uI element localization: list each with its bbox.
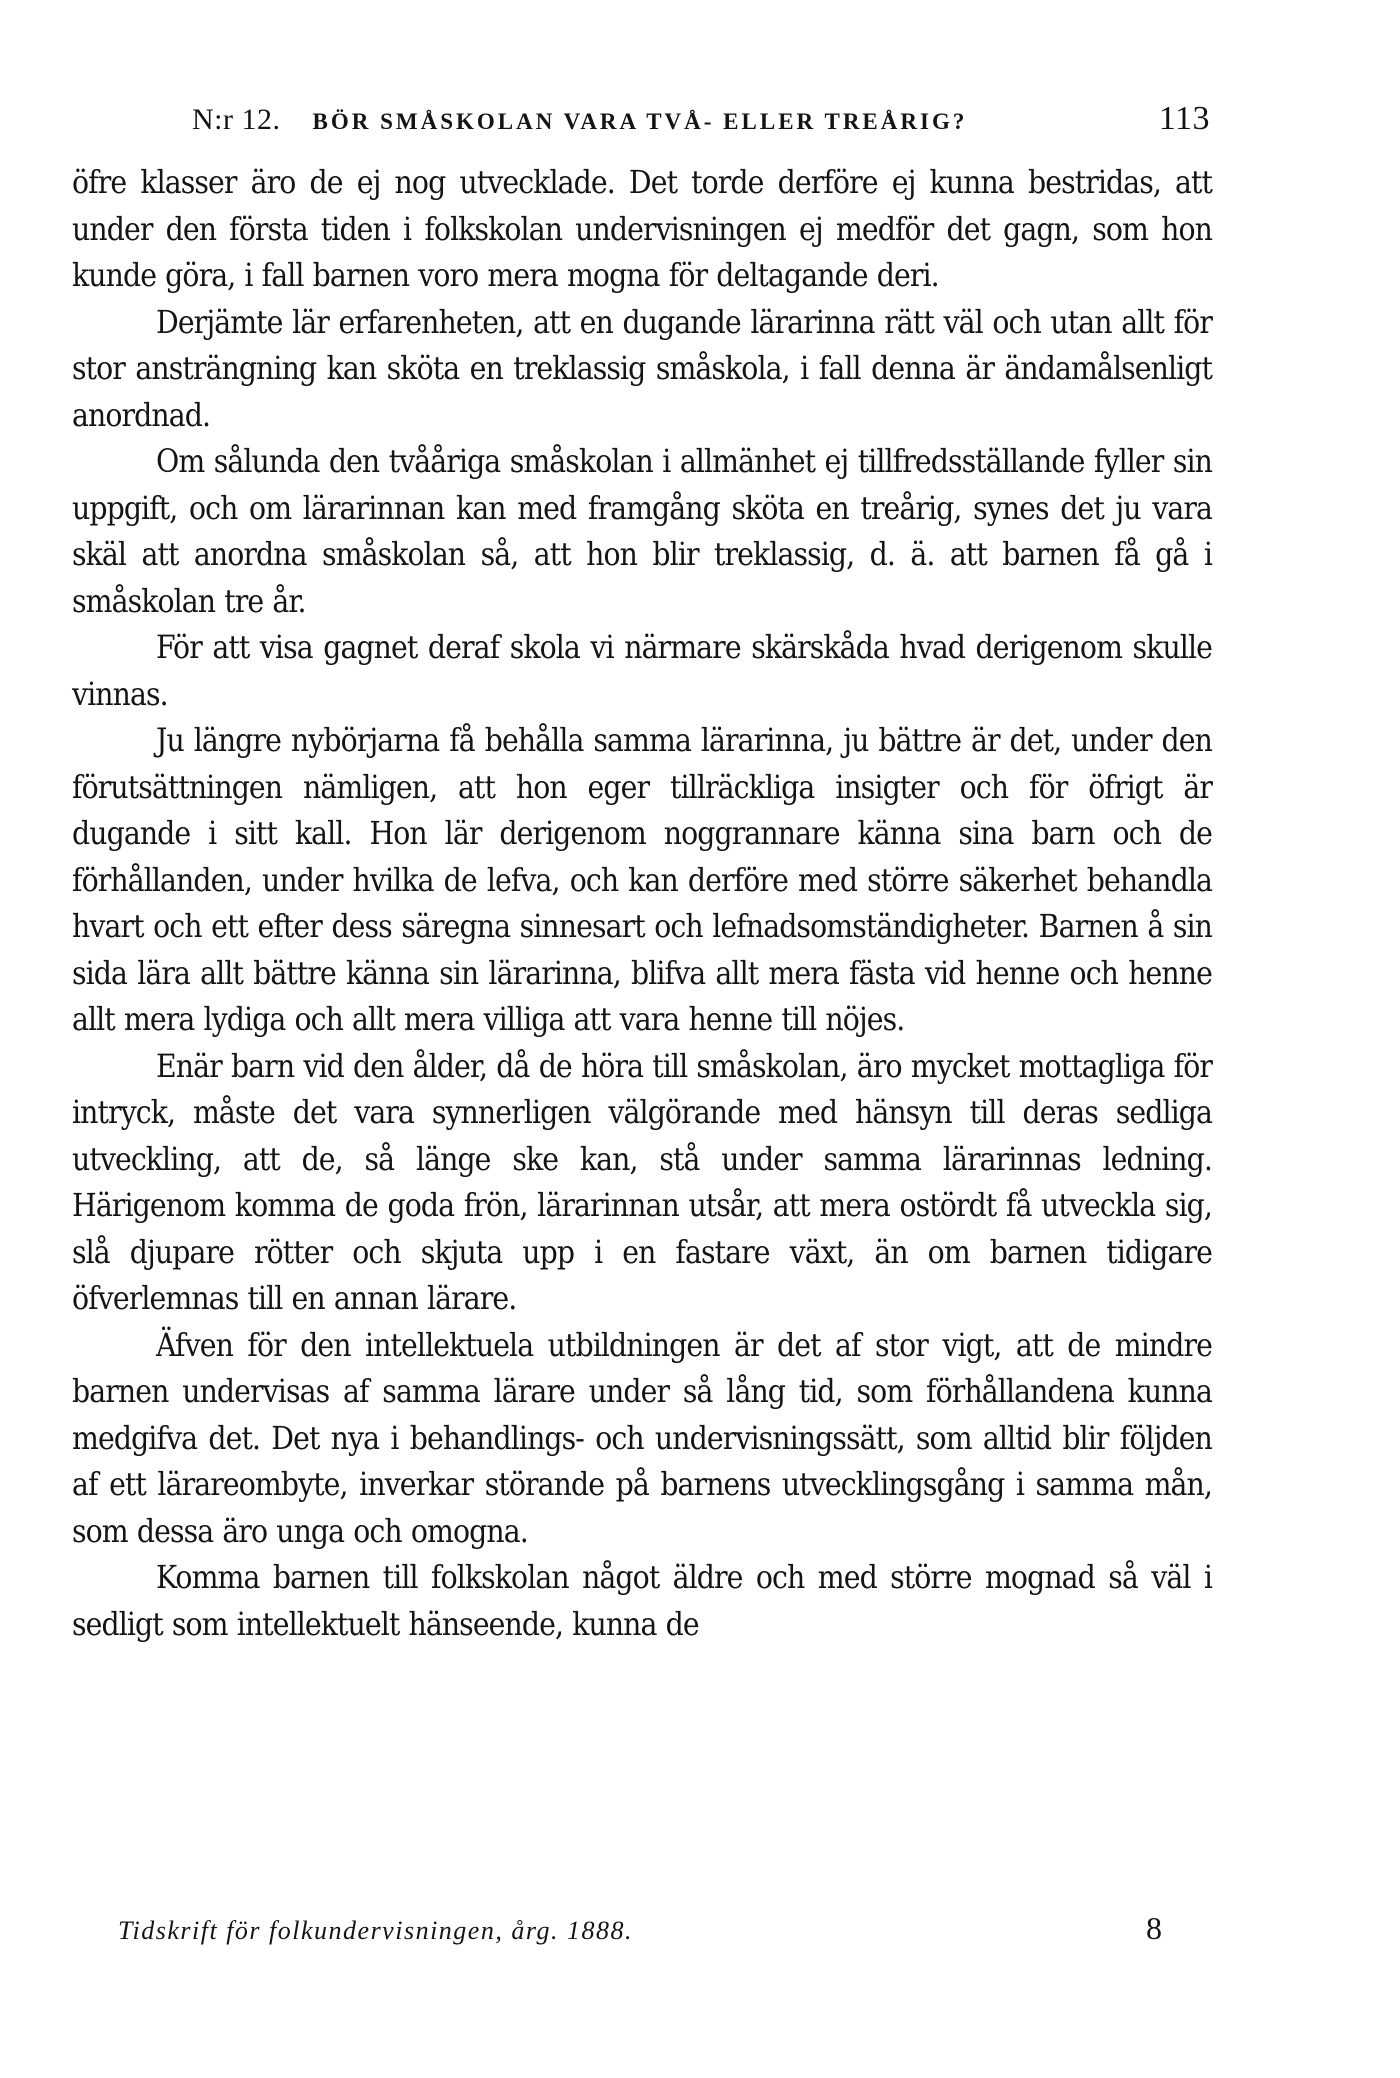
paragraph: Ju längre nybörjarna få behålla samma lärarinna, ju bättre är det, under den förutsättningen nämligen, att hon eger tillräckliga insigter och för öfrigt är dugande i sitt kall. Hon lär derigenom noggrannare känna sina barn och de förhållanden, under hvilka de lefva, och kan derföre med större säkerhet behandla hvart och ett efter dess säregna sinnesart och lefnadsomständigheter. Barnen å sin sida lära allt bättre känna sin lärarinna, blifva allt mera fästa vid henne och henne allt mera lydiga och allt mera villiga att vara henne till nöjes.	[72, 723, 1212, 1038]
paragraph: Äfven för den intellektuela utbildningen är det af stor vigt, att de mindre barnen undervisas af samma lärare under så lång tid, som förhållandena kunna medgifva det. Det nya i behandlings- och undervisningssätt, som alltid blir följden af ett lärareombyte, inverkar störande på barnens utvecklingsgång i samma mån, som dessa äro unga och omogna.	[72, 1327, 1212, 1550]
journal-citation: Tidskrift för folkundervisningen, årg. 1888.	[118, 1916, 633, 1945]
body-text	[72, 160, 1212, 1648]
signature-mark: 8	[1146, 1910, 1162, 1946]
paragraph: Om sålunda den tvååriga småskolan i allmänhet ej tillfredsställande fyller sin uppgift, och om lärarinnan kan med framgång sköta en treårig, synes det ju vara skäl att anordna småskolan så, att hon blir treklassig, d. ä. att barnen få gå i småskolan tre år.	[72, 444, 1212, 620]
paragraph: För att visa gagnet deraf skola vi närmare skärskåda hvad derigenom skulle vinnas.	[72, 630, 1212, 713]
page-footer	[118, 1910, 1162, 1947]
issue-number: N:r 12.	[192, 103, 281, 136]
running-head	[72, 100, 1212, 154]
paragraph: öfre klasser äro de ej nog utvecklade. Det torde derföre ej kunna bestridas, att under den första tiden i folkskolan undervisningen ej medför det gagn, som hon kunde göra, i fall barnen voro mera mogna för deltagande deri.	[72, 165, 1212, 294]
paragraph: Derjämte lär erfarenheten, att en dugande lärarinna rätt väl och utan allt för stor ansträngning kan sköta en treklassig småskola, i fall denna är ändamålsenligt anordnad.	[72, 304, 1212, 434]
paragraph: Enär barn vid den ålder, då de höra till småskolan, äro mycket mottagliga för intryck, måste det vara synnerligen välgörande med hänsyn till deras sedliga utveckling, att de, så länge ske kan, stå under samma lärarinnas ledning. Härigenom komma de goda frön, lärarinnan utsår, att mera ostördt få utveckla sig, slå djupare rötter och skjuta upp i en fastare växt, än om barnen tidigare öfverlemnas till en annan lärare.	[72, 1048, 1212, 1317]
article-title: BÖR SMÅSKOLAN VARA TVÅ- ELLER TREÅRIG?	[312, 109, 968, 134]
page	[72, 100, 1212, 1648]
page-number: 113	[1158, 100, 1210, 137]
paragraph: Komma barnen till folkskolan något äldre och med större mognad så väl i sedligt som intellektuelt hänseende, kunna de	[72, 1560, 1212, 1643]
